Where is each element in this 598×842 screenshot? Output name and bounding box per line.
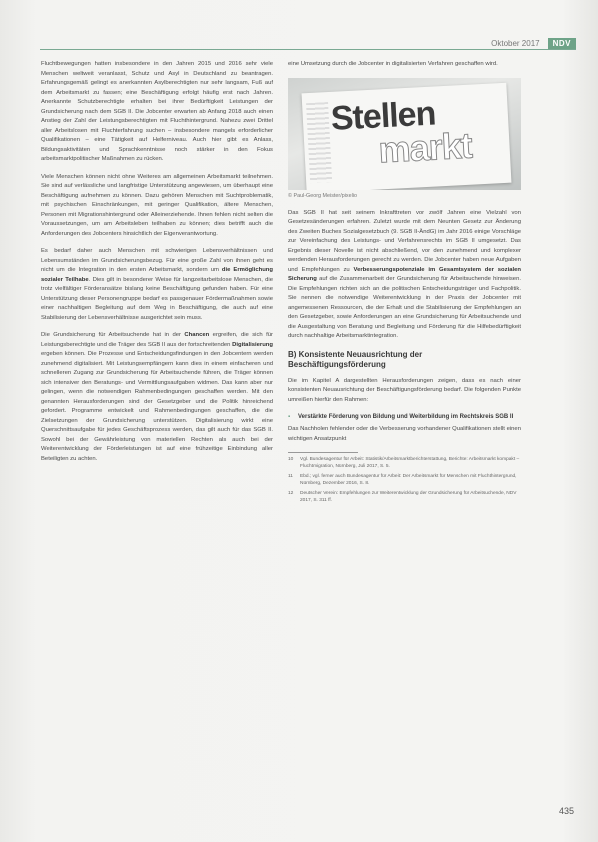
page-header — [491, 38, 576, 49]
paragraph: Fluchtbewegungen hatten insbesondere in den Jahren 2015 und 2016 sehr viele Menschen weltweit veranlasst, Schutz und Asyl in Deutschland zu beantragen. Erfahrungsgemäß gelingt es anerkannten Asylberechtigten nur sehr langsam, Fuß auf dem Arbeitsmarkt zu fassen; eine Beschäftigung erfolgt häufig erst nach Jahren. Anerkannte Schutzberechtigte erhalten bei ihrer Bedürftigkeit Leistungen der Grundsicherung nach dem SGB II. Die Jobcenter erwarten ab Anfang 2018 auch einen Anstieg der Zahl der Leistungsberechtigten mit Fluchthintergrund. Nahezu zwei Drittel aller Arbeitslosen mit Fluchterfahrung suchen – insbesondere mangels erforderlicher Qualifikationen – eine Tätigkeit auf Helferniveau. Auch hier gibt es Anlass, Bildungsaktivitäten und Sprachkenntnisse noch stärker in den Fokus arbeitsmarktpolitischer Maßnahmen zu rücken. — [41, 61, 273, 162]
photo-caption: © Paul-Georg Meister/pixelio — [288, 192, 357, 199]
newspaper-page — [302, 82, 512, 189]
bullet-heading: ▪ Verstärkte Förderung von Bildung und Weiterbildung im Rechtskreis SGB II — [288, 413, 521, 422]
right-column — [288, 60, 521, 507]
paragraph: Das Nachholen fehlender oder die Verbesserung vorhandener Qualifikationen stellt einen wichtigen Ansatzpunkt — [288, 426, 521, 442]
paragraph: Es bedarf daher auch Menschen mit schwierigen Lebensverhältnissen und Lebensumständen im Grundsicherungsbezug. Für eine große Zahl von ihnen geht es nicht um die Integration in den ersten Arbeitsmarkt, sondern um die Ermöglichung sozialer Teilhabe. Dies gilt in besonderer Weise für langzeitarbeitslose Menschen, die trotz vielfältiger Förderansätze bislang keine Beschäftigung gefunden haben. Für eine Unterstützung dieser Personengruppe bedarf es passgenauer Fördermaßnahmen sowie einer nachhaltigen Begleitung auf dem Weg in Beschäftigung, die auch auf eine Stabilisierung der Lebensverhältnisse ausgerichtet sein muss. — [41, 248, 273, 321]
footnote: 11 Ebd.; vgl. ferner auch Bundesagentur für Arbeit: Der Arbeitsmarkt für Menschen mit Fluchthintergrund, Nürnberg, Dezember 2016, S. 8. — [288, 474, 517, 486]
footnote: 12 Deutscher Verein: Empfehlungen zur Weiterentwicklung der Grundsicherung für Arbeitsuchende, NDV 2017, S. 311 ff. — [288, 491, 517, 503]
journal-badge: NDV — [548, 38, 576, 49]
left-column — [41, 60, 273, 472]
headline-word: markt — [377, 124, 473, 170]
header-rule — [40, 49, 576, 50]
section-heading: B) Konsistente Neuausrichtung der Beschäftigungsförderung — [288, 349, 423, 369]
footnote-rule — [288, 452, 358, 453]
paragraph: Die im Kapitel A dargestellten Herausforderungen zeigen, dass es nach einer konsistenten Neuausrichtung der Beschäftigungsförderung bedarf. Die folgenden Punkte umreißen hierfür den Rahmen: — [288, 377, 521, 403]
paragraph: Das SGB II hat seit seinem Inkrafttreten vor zwölf Jahren eine Vielzahl von Gesetzesänderungen erfahren. Zuletzt wurde mit dem Neunten Gesetz zur Änderung des Zweiten Buches Sozialgesetzbuch (9. SGB II-ÄndG) im Jahr 2016 einige Vorschläge zur Vereinfachung des Leistungs- und Verfahrensrechts im SGB II umgesetzt. Das Ergebnis dieser Novelle ist nicht abschließend, vor den zunehmend und komplexer werdenden Herausforderungen gerecht zu werden. Die Jobcenter haben neue Aufgaben und Empfehlungen zu Verbesserungspotenziale im Gesamtsystem der sozialen Sicherung auf die Zusammenarbeit der Grundsicherung für Arbeitsuchende hinweisen. Die Empfehlungen richten sich an die politischen Entscheidungsträger und Fachpolitik. Sie nennen die notwendige Weiterentwicklung in der Praxis der Jobcenter mit angemessenen Ressourcen, die der Erhalt und die Stabilisierung der Empfehlungen an den Gesetzgeber, sowie Anforderungen an eine Grundsicherung für Arbeitsuchende und die Ausgestaltung von Beratung und Begleitung und Förderung für die Hilfebedürftigkeit durch nachhaltige Arbeitsmarktintegration. — [288, 209, 521, 339]
page-number: 435 — [558, 806, 574, 816]
headline-word: Stellen — [329, 93, 437, 138]
footnote: 10 Vgl. Bundesagentur für Arbeit: Statistik/Arbeitsmarktberichterstattung, Berichte: Arbeitsmarkt kompakt – Fluchtmigration, Nürnberg, Juli 2017, S. 5. — [288, 457, 520, 469]
newspaper-photo — [288, 78, 521, 190]
newspaper-column — [306, 102, 332, 183]
paragraph: Die Grundsicherung für Arbeitsuchende hat in der Chancen ergreifen, die sich für Leistungsberechtigte und die Träger des SGB II aus der fortschreitenden Digitalisierung ergeben können. Die Prozesse und Entscheidungsfindungen in den Jobcentern werden zunehmend digitalisiert. Mit Leistungsempfängern kann dies in einem einfacheren und schnelleren Zugang zur Grundsicherung für Arbeitsuchende führen, die Träger können sich intensiver den Beratungs- und Vermittlungsaufgaben widmen. Das kann aber nur gelingen, wenn die notwendigen Rahmenbedingungen geschaffen werden. Mit den genannten Herausforderungen sind der Gesetzgeber und die Politik hinreichend gefordert. Programme entwickelt und Rahmenbedingungen geschaffen, die die Zielsetzungen der Grundsicherung unterstützen. Digitalisierung wirkt eine Querschnittsaufgabe für jedes Geschäftsprozess werden, das gilt auch für das SGB II. Sowohl bei der Gewährleistung von materiellen Rechten als auch bei der Weiterentwicklung der Förderleistungen ist auf eine frühzeitige Einbindung aller Beteiligten zu achten. — [41, 332, 273, 462]
paragraph: Viele Menschen können nicht ohne Weiteres am allgemeinen Arbeitsmarkt teilnehmen. Sie sind auf verlässliche und langfristige Unterstützung angewiesen, um überhaupt eine Beschäftigung aufnehmen zu können. Dazu gehören Menschen mit Suchtproblematik, mit psychischen Einschränkungen, mit geringer Qualifikation, ältere Menschen, Personen mit Migrationshintergrund oder Alleinerziehende. Ihnen fehlen nicht selten die Voraussetzungen, um am Arbeitsleben teilhaben zu können; dies betrifft auch die Anforderungen des Jobcenters hinsichtlich der Eigenverantwortung. — [41, 173, 273, 237]
issue-date: Oktober 2017 — [491, 39, 540, 48]
paragraph: eine Umsetzung durch die Jobcenter in digitalisierten Verfahren geschaffen wird. — [288, 61, 498, 67]
